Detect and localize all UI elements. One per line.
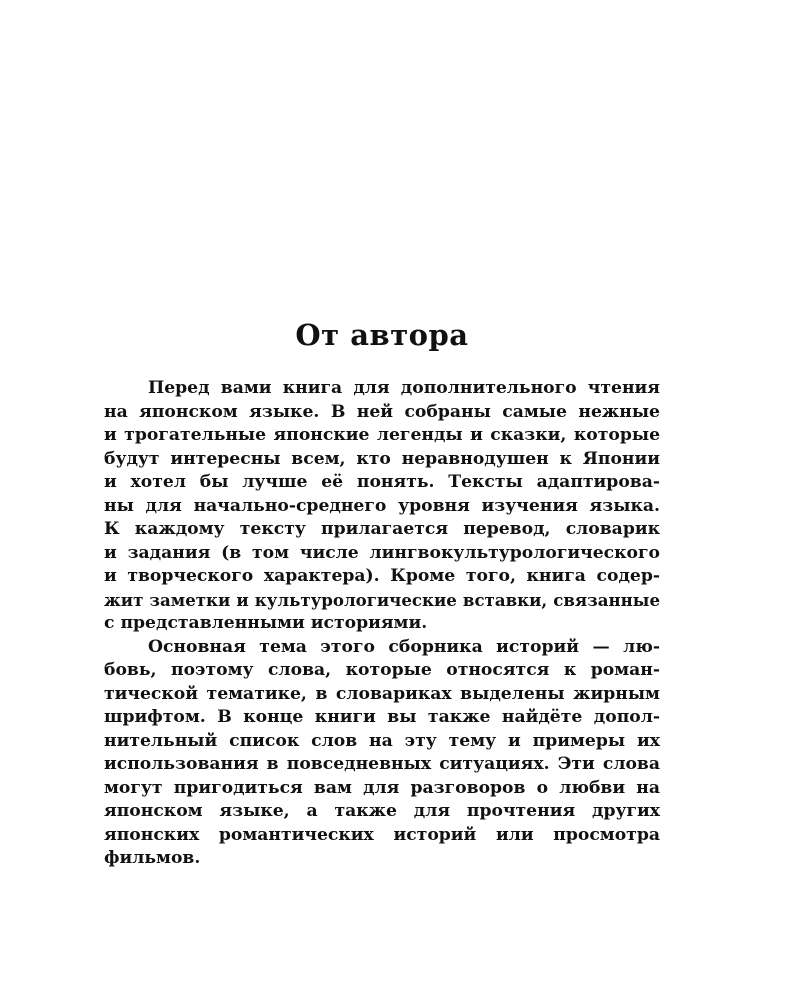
text-line: Перед вами книга для дополнительного чтения	[148, 378, 660, 398]
text-line: могут пригодиться вам для разговоров о любви на	[104, 777, 660, 798]
text-line: японском языке, а также для прочтения других	[104, 801, 660, 821]
text-line: Основная тема этого сборника историй — лю-	[148, 636, 660, 657]
text-line: на японском языке. В ней собраны самые нежные	[104, 401, 660, 422]
text-line: фильмов.	[104, 848, 201, 868]
text-line: использования в повседневных ситуациях. Эти слова	[104, 754, 660, 774]
text-line: жит заметки и культурологические вставки, связанные	[104, 589, 660, 610]
page-title: От автора	[295, 318, 469, 352]
text-line: будут интересны всем, кто неравнодушен к Японии	[104, 448, 660, 469]
text-line: японских романтических историй или просмотра	[104, 824, 660, 845]
text-line: ны для начально-среднего уровня изучения языка.	[104, 495, 660, 516]
text-line: тической тематике, в словариках выделены жирным	[104, 683, 660, 704]
text-line: с представленными историями.	[104, 613, 428, 633]
text-line: и задания (в том числе лингвокультурологического	[104, 542, 660, 563]
text-line: и хотел бы лучше её понять. Тексты адаптирова-	[104, 472, 660, 492]
text-line: и трогательные японские легенды и сказки, которые	[104, 425, 660, 445]
text-line: и творческого характера). Кроме того, книга содер-	[104, 566, 660, 586]
text-line: бовь, поэтому слова, которые относятся к роман-	[104, 660, 660, 680]
body-text	[104, 377, 660, 871]
text-line: шрифтом. В конце книги вы также найдёте допол-	[104, 707, 660, 727]
text-line: К каждому тексту прилагается перевод, словарик	[104, 519, 660, 539]
text-line: нительный список слов на эту тему и примеры их	[104, 730, 660, 751]
